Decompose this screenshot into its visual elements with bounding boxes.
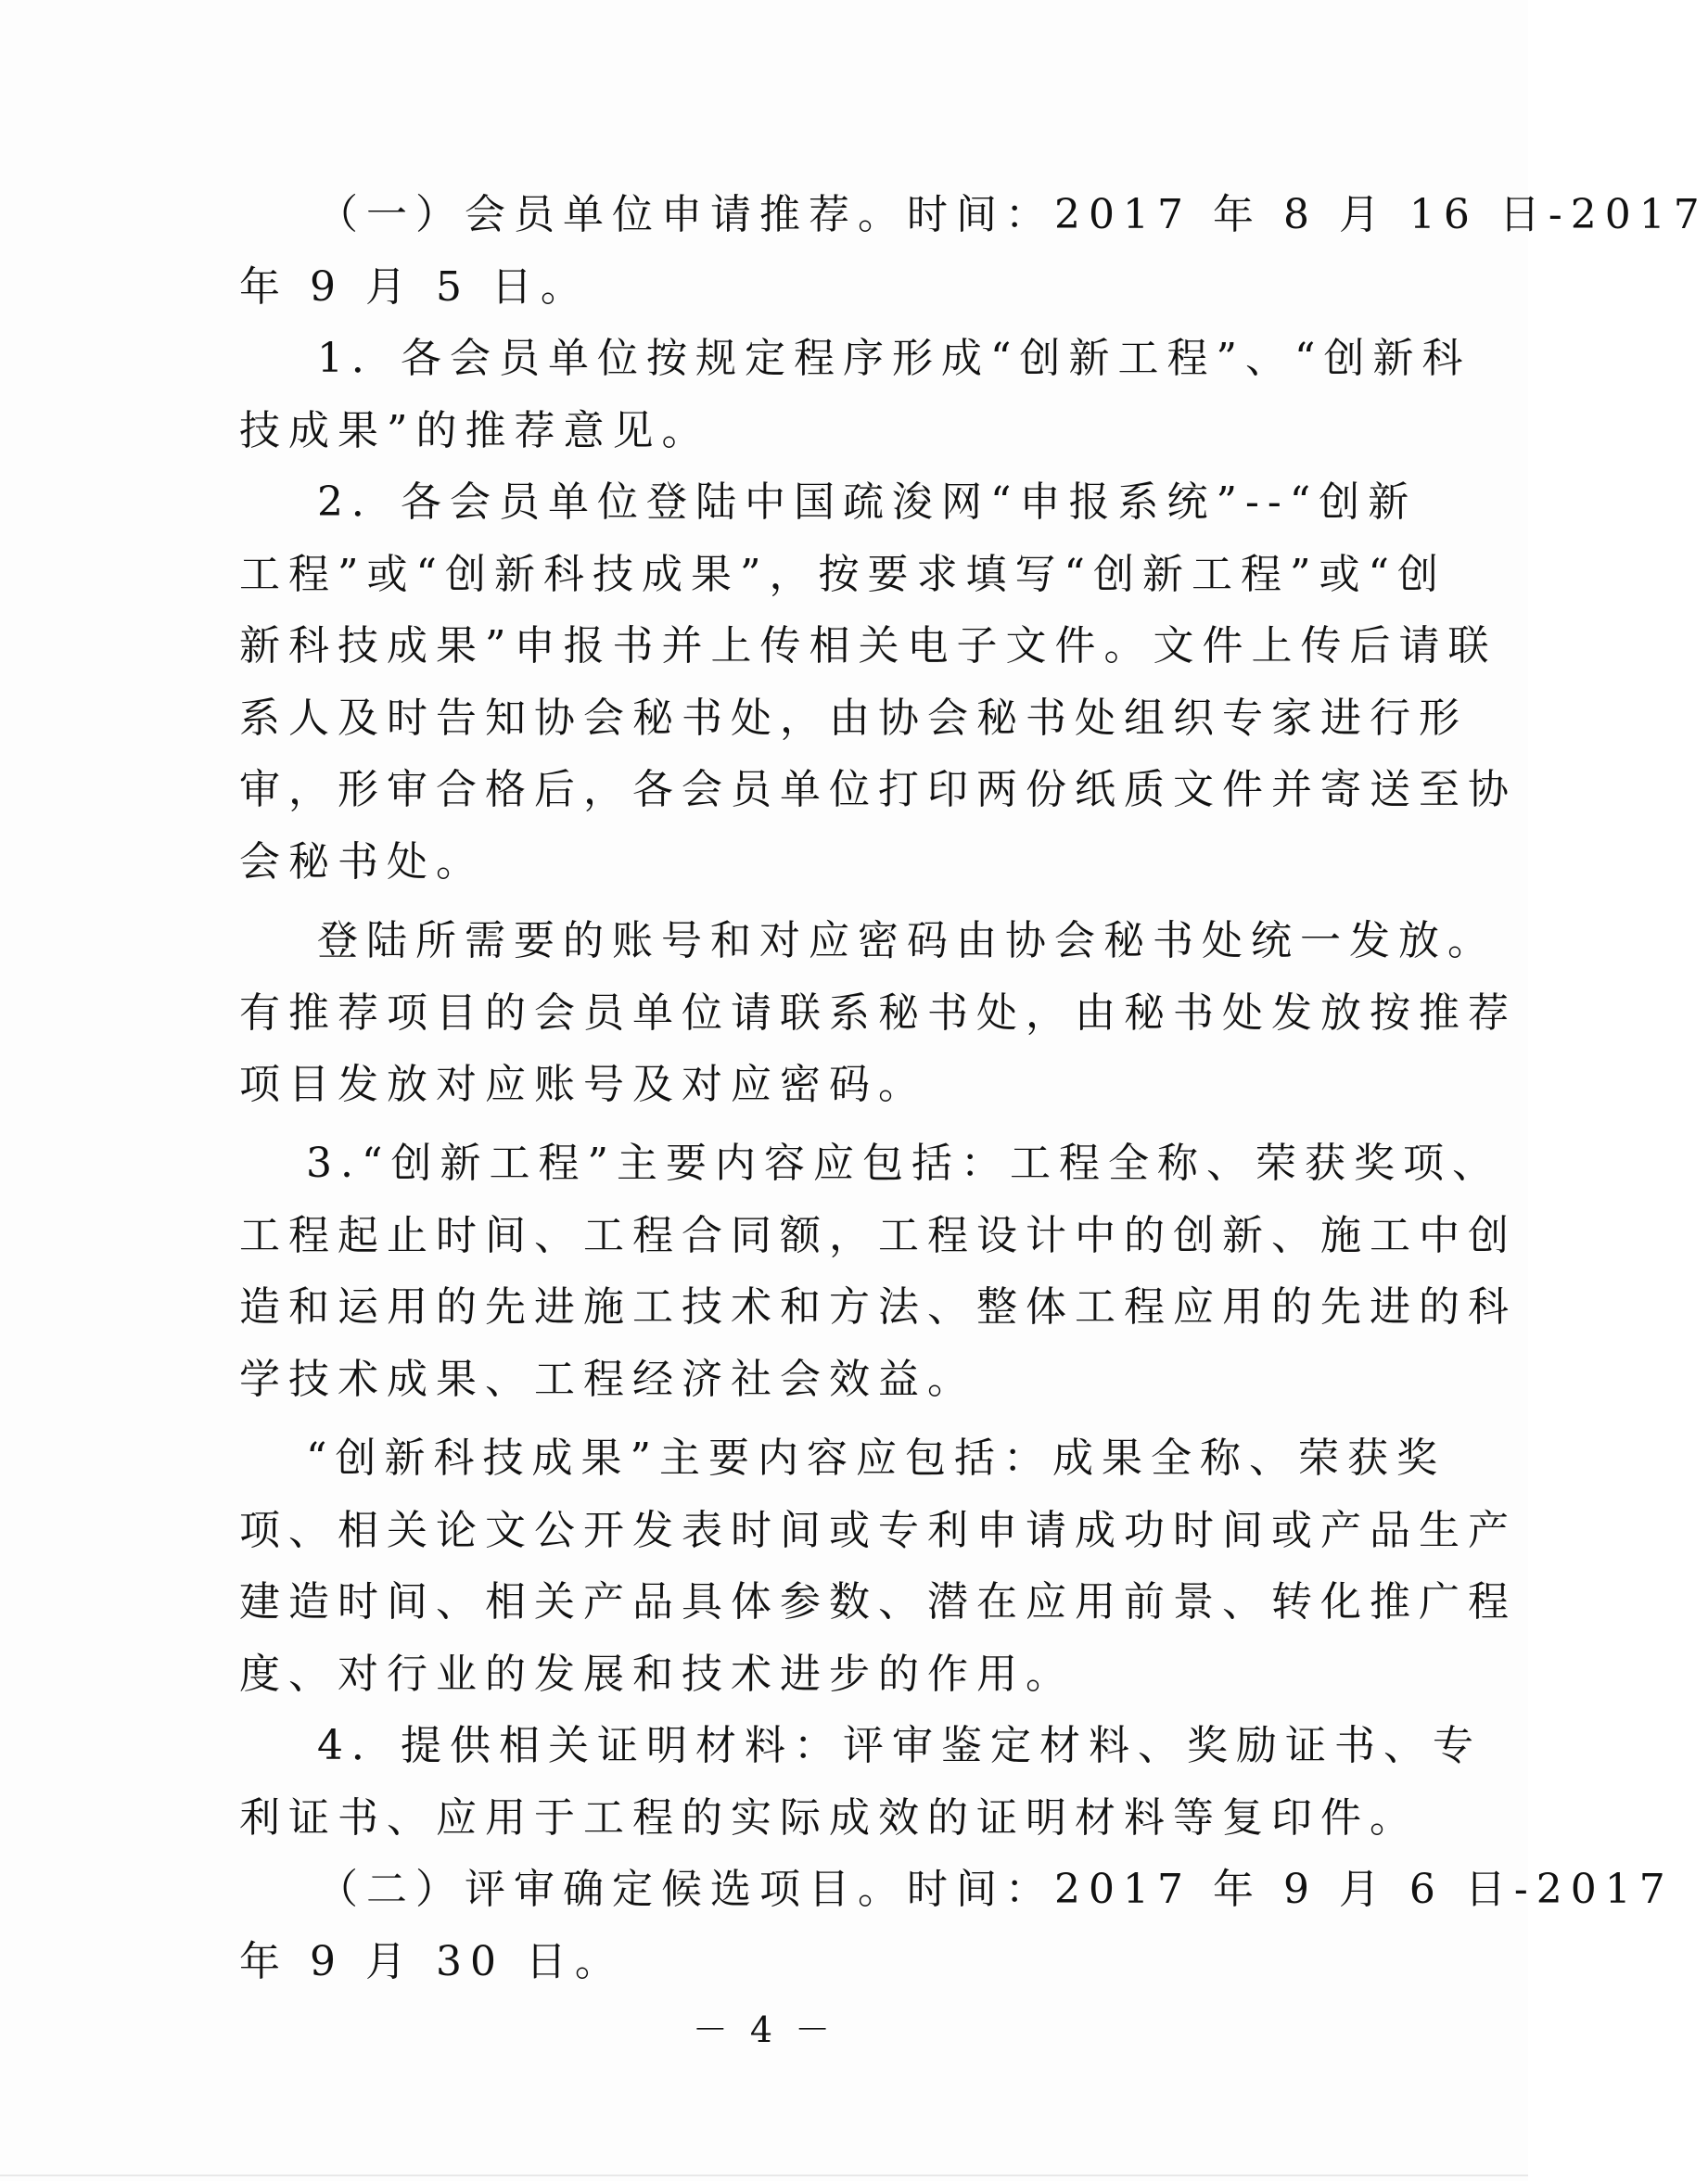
paragraph-line: 工程”或“创新科技成果”，按要求填写“创新工程”或“创 <box>239 551 1447 598</box>
paragraph-line: 年 9 月 30 日。 <box>239 1938 624 1985</box>
paragraph-line: 1．各会员单位按规定程序形成“创新工程”、“创新科 <box>317 335 1472 382</box>
paragraph-line: 建造时间、相关产品具体参数、潜在应用前景、转化推广程 <box>239 1578 1517 1626</box>
paragraph-line: 4．提供相关证明材料：评审鉴定材料、奖励证书、专 <box>317 1722 1482 1769</box>
paragraph-line: （一）会员单位申请推荐。时间：2017 年 8 月 16 日-2017 <box>317 191 1708 238</box>
paragraph-line: 造和运用的先进施工技术和方法、整体工程应用的先进的科 <box>239 1283 1517 1331</box>
paragraph-line: “创新科技成果”主要内容应包括：成果全称、荣获奖 <box>306 1435 1446 1482</box>
paragraph-line: 有推荐项目的会员单位请联系秘书处，由秘书处发放按推荐 <box>239 989 1517 1037</box>
paragraph-line: 度、对行业的发展和技术进步的作用。 <box>239 1651 1075 1698</box>
paragraph-line: 登陆所需要的账号和对应密码由协会秘书处统一发放。 <box>317 917 1497 964</box>
paragraph-line: 系人及时告知协会秘书处，由协会秘书处组织专家进行形 <box>239 695 1468 742</box>
paragraph-line: 工程起止时间、工程合同额，工程设计中的创新、施工中创 <box>239 1212 1517 1259</box>
paragraph-line: 项目发放对应账号及对应密码。 <box>239 1061 927 1108</box>
paragraph-line: 新科技成果”申报书并上传相关电子文件。文件上传后请联 <box>239 622 1498 670</box>
paragraph-line: 年 9 月 5 日。 <box>239 263 590 311</box>
paragraph-line: 会秘书处。 <box>239 838 485 886</box>
paragraph-line: 利证书、应用于工程的实际成效的证明材料等复印件。 <box>239 1794 1419 1842</box>
paragraph-line: （二）评审确定候选项目。时间：2017 年 9 月 6 日-2017 <box>317 1866 1674 1913</box>
paragraph-line: 2．各会员单位登陆中国疏浚网“申报系统”--“创新 <box>317 478 1418 526</box>
paragraph-line: 审，形审合格后，各会员单位打印两份纸质文件并寄送至协 <box>239 766 1517 813</box>
page-edge-divider <box>0 2175 1528 2176</box>
paragraph-line: 学技术成果、工程经济社会效益。 <box>239 1356 976 1403</box>
paragraph-line: 技成果”的推荐意见。 <box>239 407 711 454</box>
page-number: － 4 － <box>692 2009 836 2050</box>
paragraph-line: 项、相关论文公开发表时间或专利申请成功时间或产品生产 <box>239 1507 1517 1554</box>
paragraph-line: 3.“创新工程”主要内容应包括：工程全称、荣获奖项、 <box>306 1140 1501 1187</box>
